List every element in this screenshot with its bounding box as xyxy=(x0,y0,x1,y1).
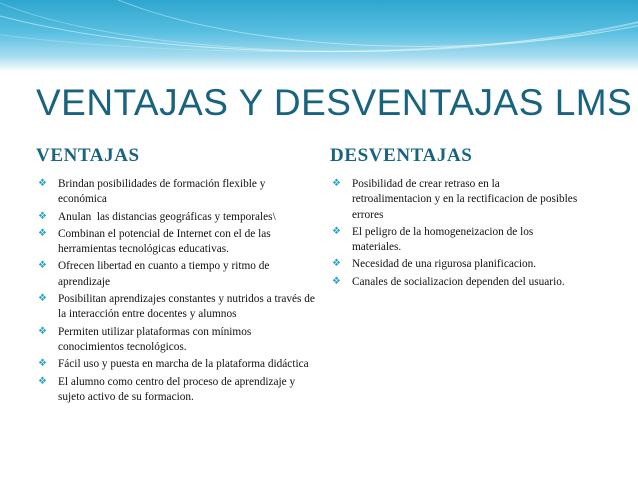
diamond-bullet-icon: ❖ xyxy=(38,325,47,337)
list-item xyxy=(36,227,316,258)
list-item-text: Ofrecen libertad en cuanto a tiempo y ritmo de aprendizaje xyxy=(58,260,270,288)
diamond-bullet-icon: ❖ xyxy=(332,275,341,287)
diamond-bullet-icon: ❖ xyxy=(38,260,47,272)
list-item xyxy=(330,225,580,256)
diamond-bullet-icon: ❖ xyxy=(38,358,47,370)
list-item-text: Fácil uso y puesta en marcha de la plataforma didáctica xyxy=(58,358,309,371)
list-item-text: El alumno como centro del proceso de aprendizaje y sujeto activo de su formacion. xyxy=(58,375,296,403)
list-item xyxy=(330,257,580,272)
list-item xyxy=(36,375,316,406)
ventajas-list xyxy=(36,177,316,407)
list-item xyxy=(36,292,316,323)
diamond-bullet-icon: ❖ xyxy=(332,258,341,270)
list-item-text: Posibilidad de crear retraso en la retroalimentacion y en la rectificacion de posibles errores xyxy=(352,178,578,221)
diamond-bullet-icon: ❖ xyxy=(38,227,47,239)
list-item-text: Brindan posibilidades de formación flexible y económica xyxy=(58,178,266,206)
diamond-bullet-icon: ❖ xyxy=(38,178,47,189)
ventajas-heading: VENTAJAS xyxy=(36,145,140,166)
desventajas-list xyxy=(330,177,580,292)
list-item xyxy=(36,210,316,225)
desventajas-heading: DESVENTAJAS xyxy=(330,145,473,166)
list-item xyxy=(36,325,316,356)
list-item-text: Necesidad de una rigurosa planificacion. xyxy=(352,258,537,271)
list-item-text: Anulan las distancias geográficas y temporales\ xyxy=(58,210,276,223)
list-item-text: El peligro de la homogeneizacion de los materiales. xyxy=(352,225,534,254)
diamond-bullet-icon: ❖ xyxy=(332,178,341,189)
list-item xyxy=(330,177,580,223)
diamond-bullet-icon: ❖ xyxy=(38,375,47,387)
list-item xyxy=(36,259,316,290)
wave-decoration xyxy=(0,0,638,52)
list-item xyxy=(36,357,316,372)
list-item-text: Permiten utilizar plataformas con mínimos conocimientos tecnológicos. xyxy=(58,325,252,353)
diamond-bullet-icon: ❖ xyxy=(38,210,47,222)
list-item-text: Combinan el potencial de Internet con el de las herramientas tecnológicas educativas. xyxy=(58,227,271,256)
list-item xyxy=(330,275,580,290)
diamond-bullet-icon: ❖ xyxy=(38,293,47,305)
list-item xyxy=(36,177,316,208)
diamond-bullet-icon: ❖ xyxy=(332,225,341,237)
list-item-text: Canales de socializacion dependen del usuario. xyxy=(352,275,565,288)
slide-title: VENTAJAS Y DESVENTAJAS LMS xyxy=(36,82,633,123)
list-item-text: Posibilitan aprendizajes constantes y nutridos a través de la interacción entre docentes y alumnos xyxy=(58,293,315,321)
header-band xyxy=(0,0,638,72)
